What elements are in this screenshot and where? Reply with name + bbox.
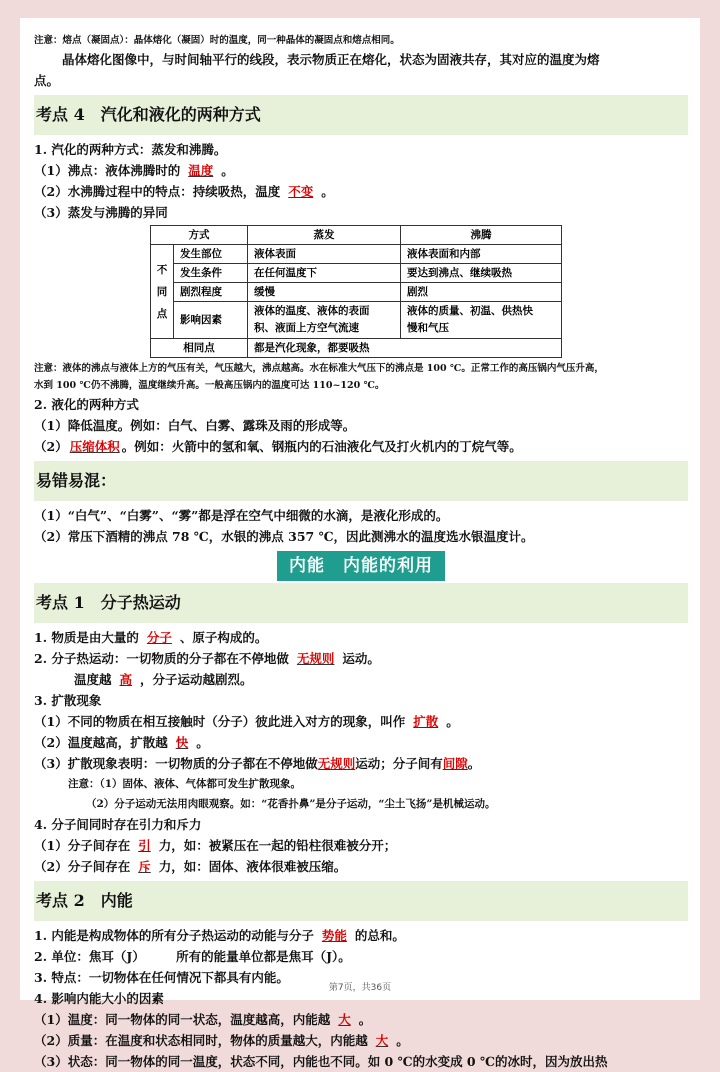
text: 。例如：火箭中的氢和氧、钢瓶内的石油液化气及打火机内的丁烷气等。: [121, 439, 522, 454]
table-cell: 发生部位: [174, 245, 248, 264]
answer-blank: 引: [138, 838, 151, 853]
diffusion-meaning: [34, 753, 688, 774]
factor-state: （3）状态：同一物体的同一温度，状态不同，内能也不同。如 0 ℃的水变成 0 ℃的冰时，因为放出热: [34, 1054, 608, 1069]
table-row: [151, 339, 562, 358]
attraction-line: [34, 835, 688, 856]
energy-factors-title: 4. 影响内能大小的因素: [34, 991, 164, 1006]
text: （1）沸点：液体沸腾时的: [34, 163, 181, 178]
table-cell: 发生条件: [174, 264, 248, 283]
answer-blank: 扩散: [413, 714, 439, 729]
factor-mass: [34, 1030, 688, 1051]
table-cell: 剧烈: [401, 283, 562, 302]
section-heading-molecular-motion: 考点 1 分子热运动: [34, 583, 688, 623]
table-cell: 缓慢: [248, 283, 401, 302]
table-cell: 液体表面: [248, 245, 401, 264]
cell-line: 积、液面上方空气流速: [254, 322, 359, 334]
text: 运动；分子间有: [355, 756, 443, 771]
text: 运动。: [342, 651, 380, 666]
answer-blank: 不变: [288, 184, 314, 199]
text: （1）不同的物质在相互接触时（分子）彼此进入对方的现象，叫作: [34, 714, 406, 729]
text: （2）质量：在温度和状态相同时，物体的质量越大，内能越: [34, 1033, 368, 1048]
text: 、原子构成的。: [179, 630, 268, 645]
chapter-banner-wrap: [34, 551, 688, 581]
text: 力，如：被紧压在一起的铅柱很难被分开；: [158, 838, 397, 853]
answer-blank: 势能: [321, 928, 347, 943]
molecular-force-title: 4. 分子间同时存在引力和斥力: [34, 817, 202, 832]
note-line: 注意：液体的沸点与液体上方的气压有关，气压越大，沸点越高。水在标准大气压下的沸点是 100 ℃。正常工作的高压锅内气压升高，: [34, 363, 604, 374]
page-content: [34, 32, 688, 1072]
text: 。: [358, 1012, 372, 1027]
answer-blank: 间隙: [442, 756, 468, 771]
cell-line: 慢和气压: [407, 322, 449, 334]
table-cell: [401, 302, 562, 339]
different-points-label: 不同点: [151, 245, 174, 339]
text: 的总和。: [354, 928, 405, 943]
section-heading-vaporization: 考点 4 汽化和液化的两种方式: [34, 95, 688, 135]
diffusion-note-1: 注意：（1）固体、液体、气体都可发生扩散现象。: [68, 778, 302, 790]
confusable-item: （1）“白气”、“白雾”、“雾”都是浮在空气中细微的水滴，是液化形成的。: [34, 508, 449, 523]
text: 。: [196, 735, 209, 750]
energy-unit: 2. 单位：焦耳（J） 所有的能量单位都是焦耳（J）。: [34, 949, 351, 964]
text: 。: [467, 756, 481, 771]
text: （1）温度：同一物体的同一状态，温度越高，内能越: [34, 1012, 331, 1027]
liquefaction-ways: 2. 液化的两种方式: [34, 397, 139, 412]
temperature-motion-line: [34, 669, 688, 690]
text: （2）分子间存在: [34, 859, 131, 874]
section-heading-confusables: 易错易混：: [34, 461, 688, 501]
confusable-item: （2）常压下酒精的沸点 78 ℃，水银的沸点 357 ℃，因此测沸水的温度选水银温度计。: [34, 529, 534, 544]
answer-blank: 温度: [188, 163, 214, 178]
diffusion-title: 3. 扩散现象: [34, 693, 102, 708]
table-cell: 液体表面和内部: [401, 245, 562, 264]
answer-blank: 无规则: [317, 756, 356, 771]
text: 1. 内能是构成物体的所有分子热运动的动能与分子: [34, 928, 314, 943]
boiling-pressure-note: [34, 360, 688, 394]
text: 。: [221, 163, 234, 178]
table-cell: 影响因素: [174, 302, 248, 339]
text: 2. 分子热运动：一切物质的分子都在不停地做: [34, 651, 289, 666]
evaporation-boiling-table: [150, 225, 562, 358]
text: 温度越: [74, 672, 112, 687]
thermal-motion-line: [34, 648, 688, 669]
table-cell: 在任何温度下: [248, 264, 401, 283]
answer-blank: 压缩体积: [69, 439, 120, 454]
answer-blank: 分子: [146, 630, 172, 645]
text: 。: [321, 184, 334, 199]
cell-line: 液体的温度、液体的表面: [254, 305, 370, 317]
text: 。: [446, 714, 459, 729]
vaporization-ways: 1. 汽化的两种方式：蒸发和沸腾。: [34, 142, 227, 157]
answer-blank: 大: [375, 1033, 389, 1048]
text: （1）分子间存在: [34, 838, 131, 853]
liquefaction-cooling: （1）降低温度。例如：白气、白雾、露珠及雨的形成等。: [34, 418, 356, 433]
table-cell: 要达到沸点、继续吸热: [401, 264, 562, 283]
same-points-value: 都是汽化现象，都要吸热: [248, 339, 562, 358]
boiling-point-line: [34, 160, 688, 181]
energy-feature: 3. 特点：一切物体在任何情况下都具有内能。: [34, 970, 289, 985]
diffusion-definition: [34, 711, 688, 732]
table-row: [151, 264, 562, 283]
table-header-row: [151, 226, 562, 245]
liquefaction-compress: [34, 436, 688, 457]
page-number: 第7页，共36页: [328, 983, 392, 993]
text: （2）温度越高，扩散越: [34, 735, 168, 750]
table-header-method: 方式: [151, 226, 248, 245]
chapter-banner: 内能 内能的利用: [277, 551, 445, 581]
internal-energy-definition: [34, 925, 688, 946]
table-row: [151, 245, 562, 264]
text: （2）: [34, 439, 68, 454]
answer-blank: 高: [119, 672, 133, 687]
evap-boil-compare-title: （3）蒸发与沸腾的异同: [34, 205, 168, 220]
cell-line: 液体的质量、初温、供热快: [407, 305, 533, 317]
text: ，分子运动越剧烈。: [140, 672, 253, 687]
boiling-feature-line: [34, 181, 688, 202]
table-header-evaporation: 蒸发: [248, 226, 401, 245]
table-cell: [248, 302, 401, 339]
document-page: [20, 18, 700, 1069]
text: （2）水沸腾过程中的特点：持续吸热，温度: [34, 184, 281, 199]
table-row: [151, 302, 562, 339]
text: 力，如：固体、液体很难被压缩。: [158, 859, 347, 874]
factor-temperature: [34, 1009, 688, 1030]
diffusion-temperature: [34, 732, 688, 753]
melting-graph-text-line2: 点。: [34, 73, 60, 88]
text: 1. 物质是由大量的: [34, 630, 139, 645]
repulsion-line: [34, 856, 688, 877]
answer-blank: 大: [338, 1012, 351, 1027]
table-cell: 剧烈程度: [174, 283, 248, 302]
answer-blank: 快: [175, 735, 189, 750]
section-heading-internal-energy: 考点 2 内能: [34, 881, 688, 921]
diffusion-note-2: （2）分子运动无法用肉眼观察。如：“花香扑鼻”是分子运动，“尘土飞扬”是机械运动。: [86, 798, 496, 810]
melting-graph-text-line1: 晶体熔化图像中，与时间轴平行的线段，表示物质正在熔化，状态为固液共存，其对应的温度为熔: [62, 52, 600, 67]
table-row: [151, 283, 562, 302]
text: （3）扩散现象表明：一切物质的分子都在不停地做: [34, 756, 318, 771]
melting-point-note: 注意：熔点（凝固点）：晶体熔化（凝固）时的温度，同一种晶体的凝固点和熔点相同。: [34, 35, 400, 46]
note-line: 水到 100 ℃仍不沸腾，温度继续升高。一般高压锅内的温度可达 110~120 ℃。: [34, 380, 385, 391]
answer-blank: 斥: [138, 859, 151, 874]
text: 。: [396, 1033, 409, 1048]
table-header-boiling: 沸腾: [401, 226, 562, 245]
molecule-line: [34, 627, 688, 648]
same-points-label: 相同点: [151, 339, 248, 358]
answer-blank: 无规则: [296, 651, 335, 666]
